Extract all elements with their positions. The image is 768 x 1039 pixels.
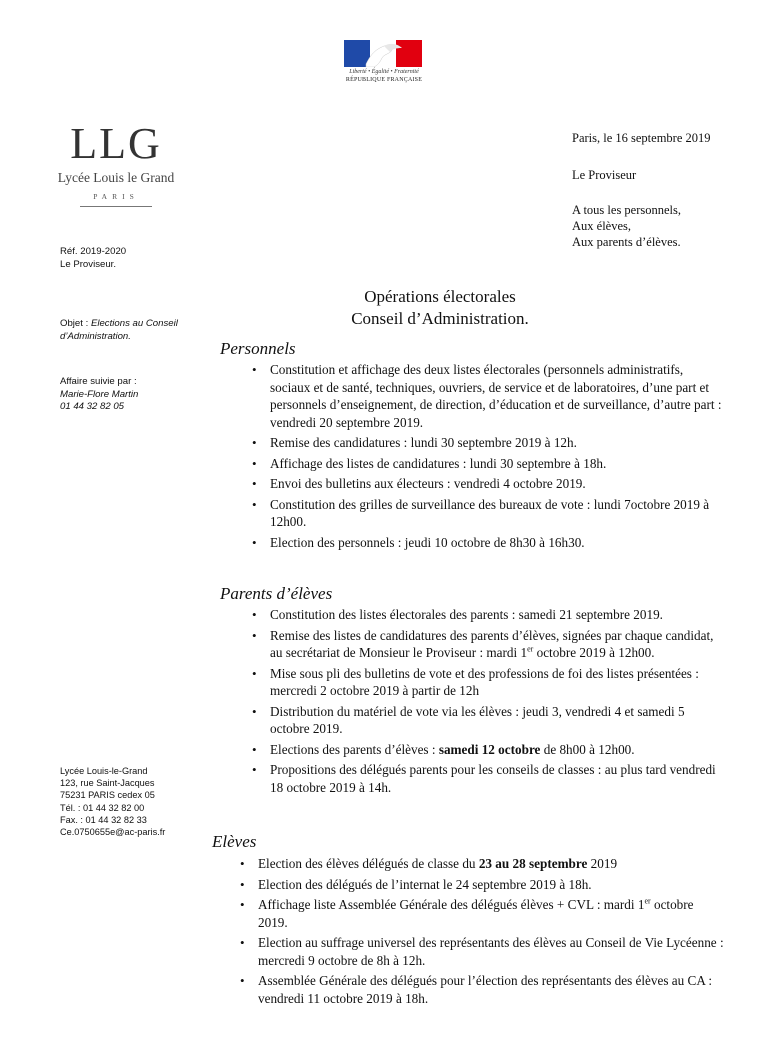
letter-date: Paris, le 16 septembre 2019 [572, 131, 711, 145]
affaire-name: Marie-Flore Martin [60, 388, 139, 400]
list-parents [246, 606, 726, 799]
republique-francaise-label: RÉPUBLIQUE FRANÇAISE [345, 77, 423, 83]
marianne-flag-icon [344, 40, 422, 67]
section-heading-parents: Parents d’élèves [220, 584, 333, 603]
school-name: Lycée Louis le Grand [57, 170, 175, 185]
address-fax: Fax. : 01 44 32 82 33 [60, 814, 147, 825]
list-personnels [246, 361, 726, 554]
item-text: de 8h00 à 12h00. [540, 741, 635, 757]
school-divider [80, 206, 152, 207]
title-line-1: Opérations électorales [364, 287, 516, 306]
school-address-block [60, 765, 165, 838]
list-eleves [234, 855, 724, 1010]
list-item [246, 627, 726, 662]
objet-block [60, 318, 178, 343]
list-item: • Distribution du matériel de vote via les élèves : jeudi 3, vendredi 4 et samedi 5 octobre 2019. [246, 703, 726, 738]
objet-value-1: Elections au Conseil [90, 318, 178, 329]
item-text: Remise des listes de candidatures des parents d’élèves, signées par chaque candidat, au secrétariat de Monsieur le Proviseur : mardi 1 [270, 627, 714, 660]
recipient-line: Aux élèves, [572, 219, 632, 233]
title-line-2: Conseil d’Administration. [351, 309, 529, 328]
republic-motto: Liberté • Égalité • Fraternité [349, 69, 419, 75]
recipient-line: A tous les personnels, [572, 203, 682, 217]
ordinal-suffix: er [527, 644, 534, 654]
item-text: Affichage liste Assemblée Générale des délégués élèves + CVL : mardi 1 [258, 897, 645, 912]
list-item: • Remise des candidatures : lundi 30 septembre 2019 à 12h. [246, 434, 726, 452]
reference-label: Réf. 2019-2020 [60, 246, 127, 257]
list-item: • Election des délégués de l’internat le 24 septembre 2019 à 18h. [234, 876, 724, 894]
objet-label: Objet : [60, 318, 91, 329]
reference-block [60, 246, 126, 271]
letter-recipients [572, 202, 681, 250]
list-item: • Election des personnels : jeudi 10 octobre de 8h30 à 16h30. [246, 534, 726, 552]
document-title [330, 286, 550, 330]
affaire-block [60, 376, 138, 414]
item-text: Election des élèves délégués de classe du [258, 856, 479, 871]
address-email: Ce.0750655e@ac-paris.fr [60, 827, 166, 838]
item-text: 2019 [587, 856, 618, 871]
list-item: • Affichage des listes de candidatures : lundi 30 septembre à 18h. [246, 455, 726, 473]
affaire-label: Affaire suivie par : [60, 376, 137, 387]
school-monogram: LLG [70, 119, 162, 168]
address-phone: Tél. : 01 44 32 82 00 [60, 802, 145, 813]
list-item: • Constitution et affichage des deux listes électorales (personnels administratifs, sociaux et de santé, techniques, ouvriers, de service et de laboratoires, d’une part et personnels d’enseignement, de direction, d’éducation et de surveillance, d’autre part : vendredi 20 septembre 2019. [246, 361, 726, 431]
item-text: octobre 2019. [258, 897, 694, 930]
ordinal-suffix: er [644, 896, 651, 906]
list-item [234, 855, 724, 873]
item-text: Elections des parents d’élèves : [270, 741, 439, 757]
list-item: • Assemblée Générale des délégués pour l’élection des représentants des élèves au CA : vendredi 11 octobre 2019 à 18h. [234, 972, 724, 1007]
list-item: • Mise sous pli des bulletins de vote et des professions de foi des listes présentées : mercredi 2 octobre 2019 à partir de 12h [246, 665, 726, 700]
objet-value-2: d’Administration. [60, 330, 131, 342]
reference-author: Le Proviseur. [60, 258, 116, 270]
list-item: • Constitution des grilles de surveillance des bureaux de vote : lundi 7octobre 2019 à 12h00. [246, 496, 726, 531]
republique-francaise-logo [336, 40, 432, 88]
school-city: PARIS [93, 192, 139, 201]
address-line: Lycée Louis-le-Grand [60, 766, 148, 776]
item-text: octobre 2019 à 12h00. [533, 645, 655, 660]
item-emphasis: 23 au 28 septembre [478, 856, 588, 871]
list-item: • Constitution des listes électorales des parents : samedi 21 septembre 2019. [246, 606, 726, 624]
affaire-phone: 01 44 32 82 05 [60, 401, 125, 412]
list-item: • Envoi des bulletins aux électeurs : vendredi 4 octobre 2019. [246, 475, 726, 493]
address-line: 123, rue Saint-Jacques [60, 778, 155, 789]
letter-sender: Le Proviseur [572, 168, 637, 182]
list-item [246, 741, 726, 759]
item-emphasis: samedi 12 octobre [438, 741, 541, 757]
section-heading-eleves: Elèves [212, 832, 257, 851]
list-item: • Propositions des délégués parents pour les conseils de classes : au plus tard vendredi 18 octobre 2019 à 14h. [246, 761, 726, 796]
section-heading-personnels: Personnels [220, 339, 296, 358]
list-item [234, 896, 724, 931]
address-line: 75231 PARIS cedex 05 [60, 790, 155, 801]
list-item: • Election au suffrage universel des représentants des élèves au Conseil de Vie Lycéenne : mercredi 9 octobre de 8h à 12h. [234, 934, 724, 969]
recipient-line: Aux parents d’élèves. [572, 235, 681, 249]
